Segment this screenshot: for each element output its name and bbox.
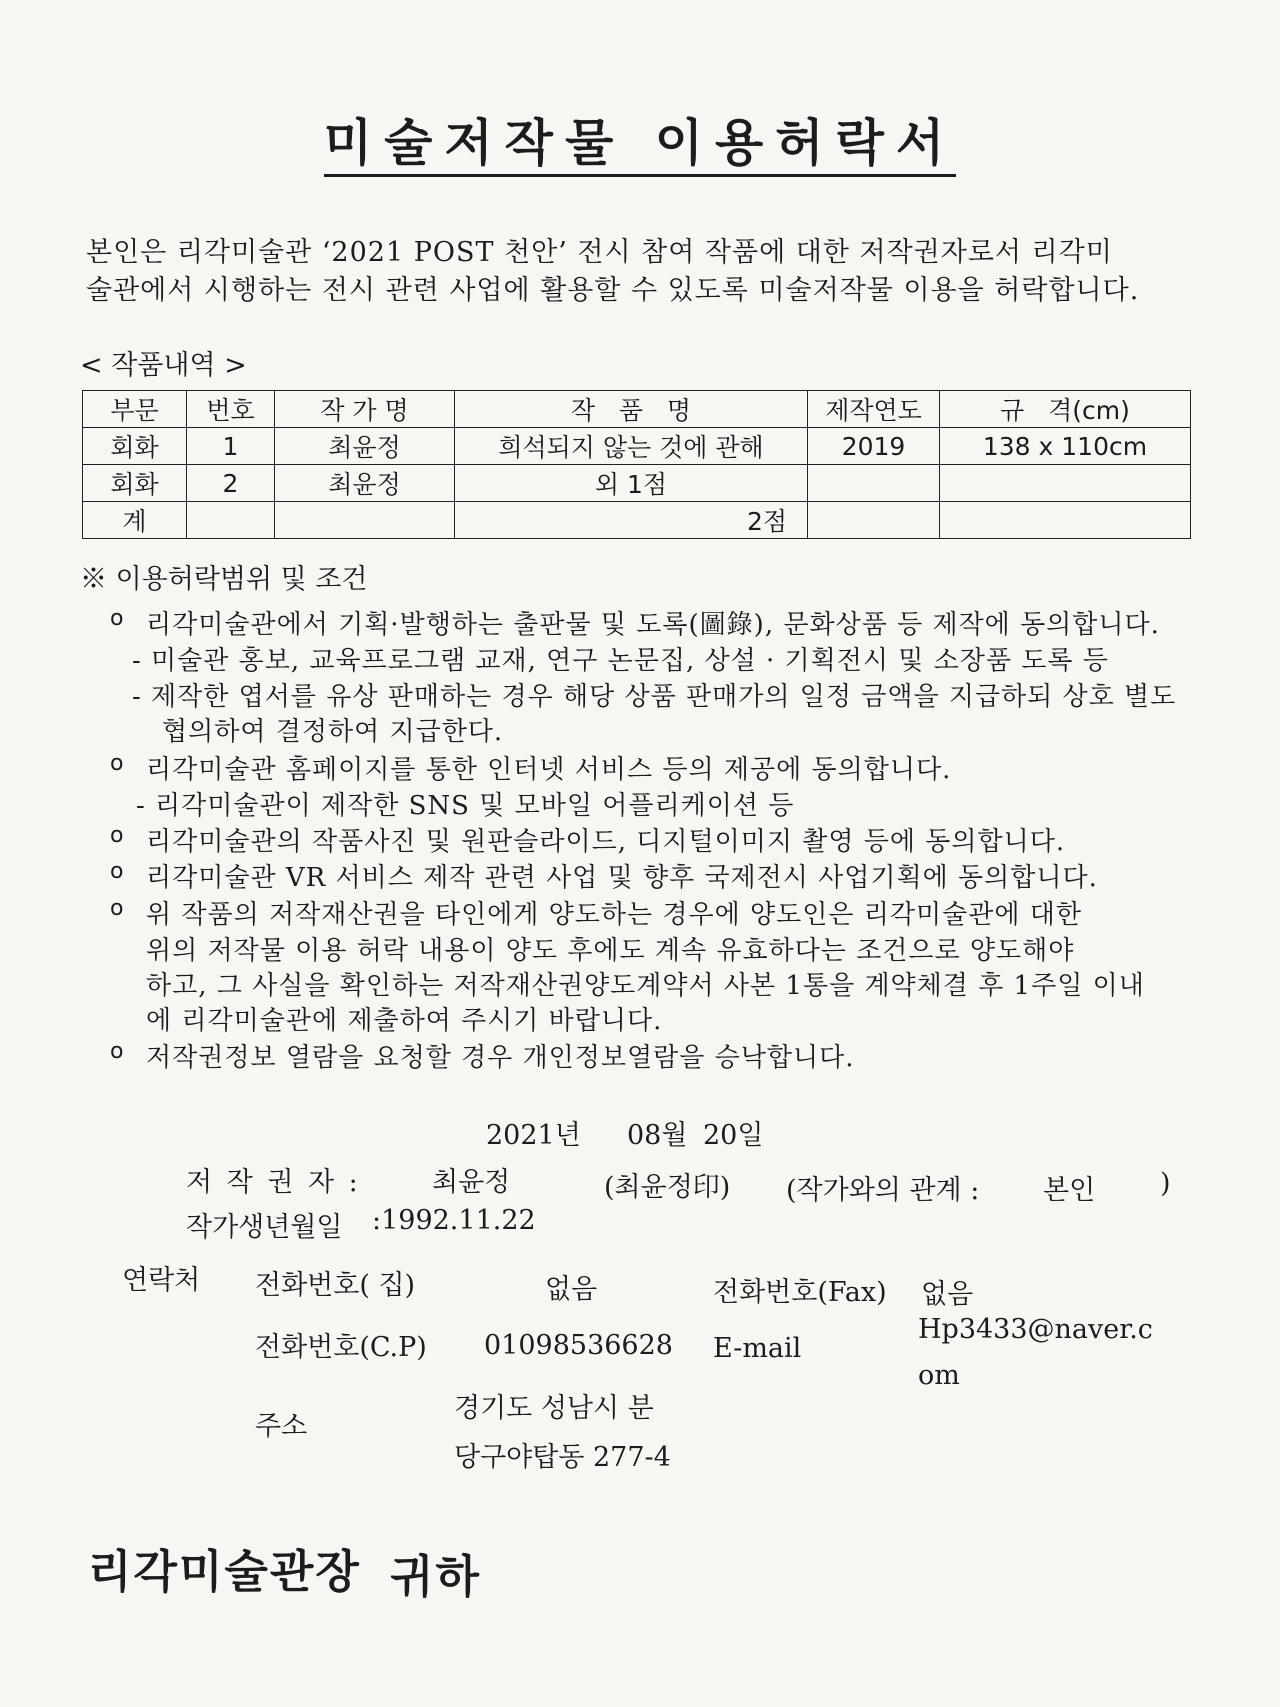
bullet-icon: o <box>110 859 124 884</box>
condition-item: 협의하여 결정하여 지급한다. <box>162 717 504 747</box>
signer-name: 최윤정 <box>432 1167 511 1198</box>
condition-item: 에 리각미술관에 제출하여 주시기 바랍니다. <box>146 1006 663 1036</box>
birth-label: 작가생년월일 <box>186 1212 343 1243</box>
condition-item: - 미술관 홍보, 교육프로그램 교재, 연구 논문집, 상설 · 기획전시 및 소장품 도록 등 <box>132 646 1109 676</box>
conditions-heading: ※ 이용허락범위 및 조건 <box>80 564 368 595</box>
header-category: 부문 <box>83 391 187 428</box>
address-line-1: 경기도 성남시 분 <box>454 1393 654 1424</box>
condition-item: - 제작한 엽서를 유상 판매하는 경우 해당 상품 판매가의 일정 금액을 지급하되 상호 별도 <box>132 682 1177 712</box>
relation-close: ) <box>1160 1168 1171 1199</box>
condition-item: 하고, 그 사실을 확인하는 저작재산권양도계약서 사본 1통을 계약체결 후 1주일 이내 <box>146 971 1145 1001</box>
condition-item: 리각미술관 홈페이지를 통한 인터넷 서비스 등의 제공에 동의합니다. <box>146 755 952 785</box>
total-value: 2점 <box>455 502 808 539</box>
email-label: E-mail <box>713 1333 802 1364</box>
cell-size: 138 x 110cm <box>940 428 1191 465</box>
cell-category: 회화 <box>83 465 187 502</box>
table-total-row <box>83 502 1191 539</box>
signer-seal: (최윤정印) <box>604 1172 731 1203</box>
intro-line-2: 술관에서 시행하는 전시 관련 사업에 활용할 수 있도록 미술저작물 이용을 허락합니다. <box>86 275 1140 306</box>
bullet-icon: o <box>110 1039 124 1064</box>
home-phone-value: 없음 <box>545 1274 598 1305</box>
home-phone-label: 전화번호( 집) <box>255 1270 416 1301</box>
cell-number: 2 <box>187 465 275 502</box>
header-title: 작 품 명 <box>455 391 808 428</box>
date-day: 20일 <box>703 1120 764 1151</box>
relation-value: 본인 <box>1043 1175 1096 1206</box>
document-title-text: 미술저작물 이용허락서 <box>324 113 956 177</box>
cell-year <box>808 465 940 502</box>
recipient-suffix: 귀하 <box>390 1550 481 1603</box>
bullet-icon: o <box>110 823 124 848</box>
bullet-icon: o <box>110 896 124 921</box>
table-row <box>83 465 1191 502</box>
cell-year: 2019 <box>808 428 940 465</box>
cell-number: 1 <box>187 428 275 465</box>
condition-item: 위의 저작물 이용 허락 내용이 양도 후에도 계속 유효하다는 조건으로 양도해야 <box>146 936 1075 966</box>
cell-artist: 최윤정 <box>275 428 455 465</box>
cell-title: 희석되지 않는 것에 관해 <box>455 428 808 465</box>
works-section-label: < 작품내역 > <box>80 350 247 381</box>
bullet-icon: o <box>110 606 124 631</box>
works-table <box>82 390 1191 539</box>
works-table-header-row <box>83 391 1191 428</box>
recipient-name: 리각미술관장 <box>88 1545 361 1598</box>
address-line-2: 당구야탑동 277-4 <box>454 1442 671 1473</box>
contact-label: 연락처 <box>122 1265 201 1296</box>
total-empty-cell <box>808 502 940 539</box>
mobile-value: 01098536628 <box>484 1330 673 1361</box>
total-empty-cell <box>275 502 455 539</box>
signer-label: 저 작 권 자 : <box>186 1167 361 1198</box>
email-value-line-2: om <box>918 1360 960 1391</box>
relation-label: (작가와의 관계 : <box>786 1175 980 1206</box>
total-empty-cell <box>187 502 275 539</box>
birth-value: :1992.11.22 <box>372 1205 536 1236</box>
cell-title: 외 1점 <box>455 465 808 502</box>
bullet-icon: o <box>110 751 124 776</box>
condition-item: 리각미술관의 작품사진 및 원판슬라이드, 디지털이미지 촬영 등에 동의합니다. <box>146 827 1066 857</box>
email-value-line-1: Hp3433@naver.c <box>918 1314 1153 1345</box>
condition-item: 저작권정보 열람을 요청할 경우 개인정보열람을 승낙합니다. <box>146 1043 855 1073</box>
condition-item: - 리각미술관이 제작한 SNS 및 모바일 어플리케이션 등 <box>136 791 795 821</box>
header-number: 번호 <box>187 391 275 428</box>
total-empty-cell <box>940 502 1191 539</box>
mobile-label: 전화번호(C.P) <box>255 1332 427 1363</box>
cell-artist: 최윤정 <box>275 465 455 502</box>
table-row <box>83 428 1191 465</box>
condition-item: 리각미술관에서 기획·발행하는 출판물 및 도록(圖錄), 문화상품 등 제작에 동의합니다. <box>146 610 1160 640</box>
fax-value: 없음 <box>921 1279 974 1310</box>
header-artist: 작 가 명 <box>275 391 455 428</box>
total-label: 계 <box>83 502 187 539</box>
document-title <box>0 103 1280 175</box>
cell-category: 회화 <box>83 428 187 465</box>
header-year: 제작연도 <box>808 391 940 428</box>
address-label: 주소 <box>255 1411 308 1442</box>
cell-size <box>940 465 1191 502</box>
date-year: 2021년 <box>486 1120 581 1151</box>
fax-label: 전화번호(Fax) <box>713 1277 887 1308</box>
date-month: 08월 <box>627 1120 688 1151</box>
header-size: 규 격(cm) <box>940 391 1191 428</box>
condition-item: 위 작품의 저작재산권을 타인에게 양도하는 경우에 양도인은 리각미술관에 대한 <box>146 900 1082 930</box>
intro-line-1: 본인은 리각미술관 ‘2021 POST 천안’ 전시 참여 작품에 대한 저작권자로서 리각미 <box>86 237 1113 268</box>
condition-item: 리각미술관 VR 서비스 제작 관련 사업 및 향후 국제전시 사업기획에 동의합니다. <box>146 863 1098 893</box>
